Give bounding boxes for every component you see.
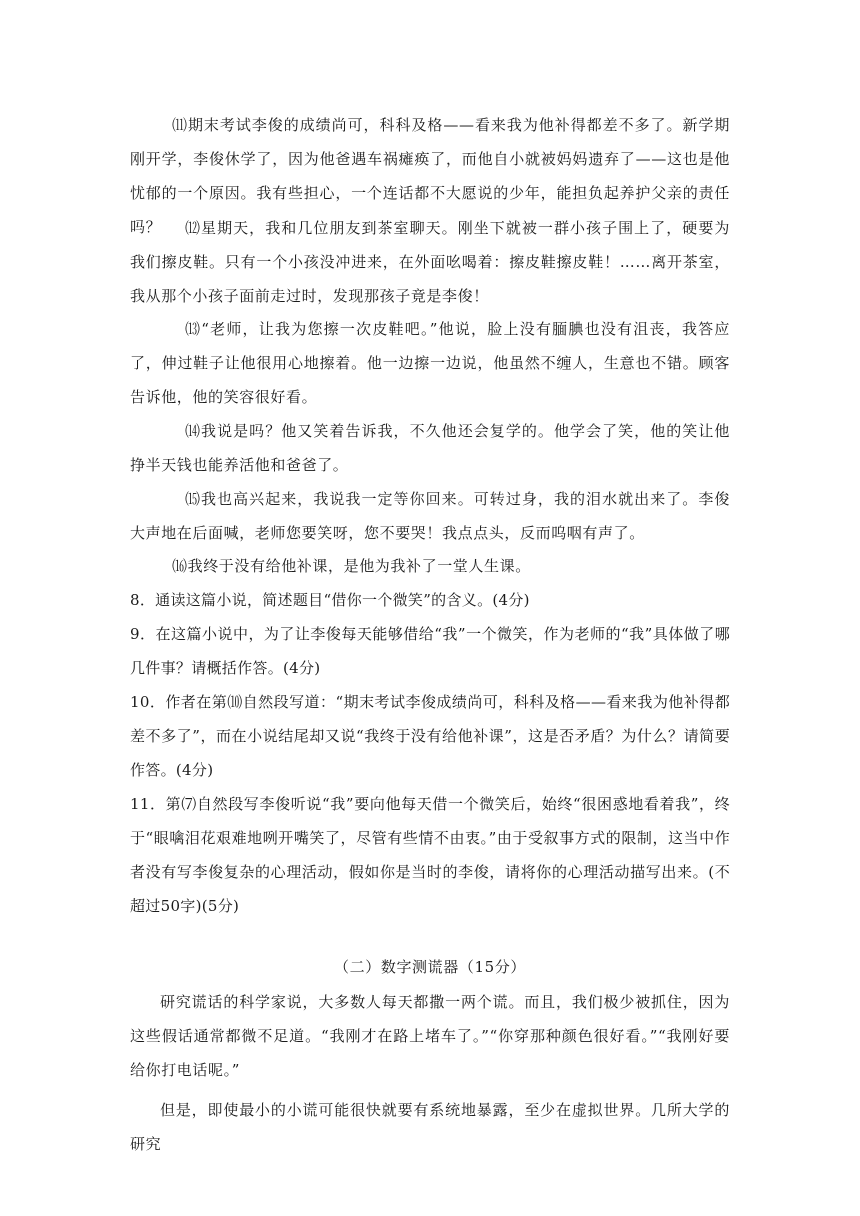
paragraph-14: ⒁我说是吗？他又笑着告诉我，不久他还会复学的。他学会了笑，他的笑让他挣半天钱也能养活他和爸爸了。 xyxy=(130,422,730,474)
section2-paragraph-2: 但是，即使最小的小谎可能很快就要有系统地暴露，至少在虚拟世界。几所大学的研究 xyxy=(130,1101,730,1153)
paragraph-12: ⑿星期天，我和几位朋友到茶室聊天。刚坐下就被一群小孩子围上了，硬要为我们擦皮鞋。只有一个小孩没冲进来，在外面吆喝着：擦皮鞋擦皮鞋！……离开茶室，我从那个小孩子面前走过时，发现那孩子竟是李俊！ xyxy=(130,219,730,305)
paragraph-16: ⒃我终于没有给他补课，是他为我补了一堂人生课。 xyxy=(172,557,531,575)
section2-paragraph-1: 研究谎话的科学家说，大多数人每天都撒一两个谎。而且，我们极少被抓住，因为这些假话通常都微不足道。“我刚才在路上堵车了。”“你穿那种颜色很好看。”“我刚好要给你打电话呢。” xyxy=(130,993,730,1079)
paragraph-13: ⒀“老师，让我为您擦一次皮鞋吧。”他说，脸上没有腼腆也没有沮丧，我答应了，伸过鞋子让他很用心地擦着。他一边擦一边说，他虽然不缠人，生意也不错。顾客告诉他，他的笑容很好看。 xyxy=(130,320,730,406)
question-11: 11．第⑺自然段写李俊听说“我”要向他每天借一个微笑后，始终“很困惑地看着我”，终于“眼噙泪花艰难地咧开嘴笑了，尽管有些情不由衷。”由于受叙事方式的限制，这当中作者没有写李俊复杂的心理活动，假如你是当时的李俊，请将你的心理活动描写出来。(不超过50字)(5分) xyxy=(130,795,730,915)
question-8: 8．通读这篇小说，简述题目“借你一个微笑”的含义。(4分) xyxy=(130,591,530,609)
question-9: 9．在这篇小说中，为了让李俊每天能够借给“我”一个微笑，作为老师的“我”具体做了哪几件事？请概括作答。(4分) xyxy=(130,625,730,677)
paragraph-11: ⑾期末考试李俊的成绩尚可，科科及格——看来我为他补得都差不多了。新学期刚开学，李俊休学了，因为他爸遇车祸瘫痪了，而他自小就被妈妈遗弃了——这也是他忧郁的一个原因。我有些担心，一个连话都不大愿说的少年，能担负起养护父亲的责任吗？ xyxy=(130,116,730,236)
section-title: （二）数字测谎器（15分） xyxy=(334,958,526,976)
paragraph-15: ⒂我也高兴起来，我说我一定等你回来。可转过身，我的泪水就出来了。李俊大声地在后面喊，老师您要笑呀，您不要哭！我点点头，反而呜咽有声了。 xyxy=(130,490,730,542)
question-10: 10．作者在第⑽自然段写道：“期末考试李俊成绩尚可，科科及格——看来我为他补得都差不多了”，而在小说结尾却又说“我终于没有给他补课”，这是否矛盾？为什么？请简要作答。(4分) xyxy=(130,693,730,779)
